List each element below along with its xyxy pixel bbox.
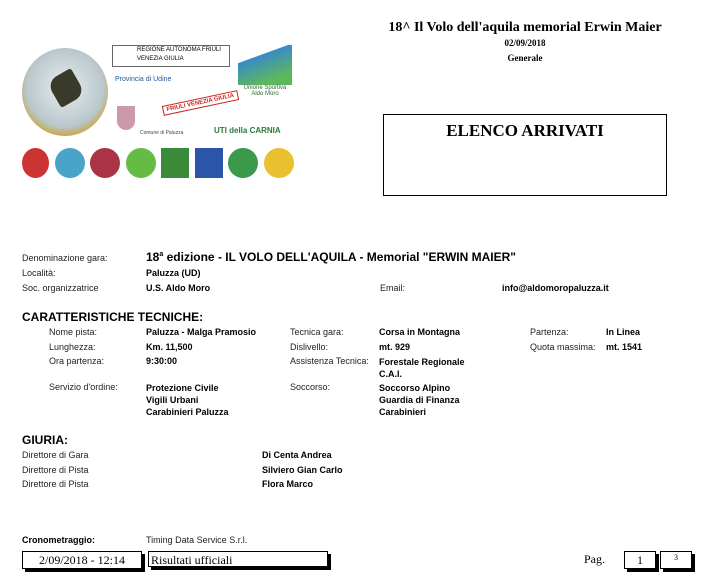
category: Generale bbox=[507, 53, 543, 63]
badge-icon bbox=[22, 148, 49, 178]
status-box: Risultati ufficiali bbox=[148, 551, 328, 567]
jury-name: Silviero Gian Carlo bbox=[262, 465, 343, 475]
race-name: 18$^a$ edizione - IL VOLO DELL'AQUILA - Memorial "ERWIN MAIER" bbox=[146, 250, 516, 264]
comune-label: Comune di Paluzza bbox=[140, 130, 184, 136]
timing: Timing Data Service S.r.l. bbox=[146, 535, 248, 545]
assist-label: Assistenza Tecnica: bbox=[290, 356, 369, 366]
aquila-logo bbox=[22, 48, 108, 136]
start-time: 9:30:00 bbox=[146, 356, 178, 366]
track: Paluzza - Malga Pramosio bbox=[146, 327, 257, 337]
page-label: Pag. bbox=[584, 552, 605, 566]
max-label: Quota massima: bbox=[530, 342, 596, 352]
club-logo: Unione Sportiva Aldo Moro bbox=[238, 45, 292, 120]
timing-label: Cronometraggio: bbox=[22, 535, 95, 545]
fvg-logo: FRIULI VENEZIA GIULIA bbox=[162, 90, 239, 116]
badge-icon bbox=[55, 148, 85, 178]
jury-name: Di Centa Andrea bbox=[262, 450, 332, 460]
page-count: 3 bbox=[660, 551, 692, 569]
org-label: Soc. organizzatrice bbox=[22, 283, 99, 293]
order-label: Servizio d'ordine: bbox=[49, 382, 118, 392]
carnia-logo: UTI della CARNIA bbox=[214, 126, 281, 135]
rescue-label: Soccorso: bbox=[290, 382, 331, 392]
length-label: Lunghezza: bbox=[49, 342, 96, 352]
badge-icon bbox=[161, 148, 189, 178]
assist-item: C.A.I. bbox=[379, 369, 403, 379]
elevation-label: Dislivello: bbox=[290, 342, 329, 352]
badge-icon bbox=[90, 148, 120, 178]
elevation: mt. 929 bbox=[379, 342, 411, 352]
email: info@aldomoropaluzza.it bbox=[502, 283, 609, 293]
race-name-label: Denominazione gara: bbox=[22, 253, 108, 263]
jury-role: Direttore di Gara bbox=[22, 450, 89, 460]
location: Paluzza (UD) bbox=[146, 268, 201, 278]
badge-icon bbox=[228, 148, 258, 178]
jury-title: GIURIA: bbox=[22, 433, 68, 447]
rescue-item: Guardia di Finanza bbox=[379, 395, 460, 405]
event-date: 02/09/2018 bbox=[504, 38, 546, 48]
jury-role: Direttore di Pista bbox=[22, 479, 89, 489]
sponsor-badges bbox=[22, 148, 294, 180]
badge-icon bbox=[126, 148, 156, 178]
tech-title: CARATTERISTICHE TECNICHE: bbox=[22, 310, 204, 324]
region-logo: REGIONE AUTONOMA FRIULI VENEZIA GIULIA bbox=[112, 45, 230, 67]
rescue-item: Carabinieri bbox=[379, 407, 427, 417]
badge-icon bbox=[195, 148, 223, 178]
datetime-box: 2/09/2018 - 12:14 bbox=[22, 551, 142, 569]
location-label: Località: bbox=[22, 268, 56, 278]
jury-role: Direttore di Pista bbox=[22, 465, 89, 475]
comune-crest bbox=[117, 106, 135, 130]
assist-list bbox=[379, 356, 465, 380]
start-label: Partenza: bbox=[530, 327, 569, 337]
max: mt. 1541 bbox=[606, 342, 643, 352]
start: In Linea bbox=[606, 327, 641, 337]
rescue-list bbox=[379, 382, 460, 418]
list-title-box: ELENCO ARRIVATI bbox=[383, 114, 667, 196]
event-title: 18^ Il Volo dell'aquila memorial Erwin Maier bbox=[388, 20, 662, 35]
rescue-item: Soccorso Alpino bbox=[379, 383, 451, 393]
province-logo: Provincia di Udine bbox=[115, 76, 172, 83]
order-item: Vigili Urbani bbox=[146, 395, 199, 405]
assist-item: Forestale Regionale bbox=[379, 357, 465, 367]
jury-name: Flora Marco bbox=[262, 479, 314, 489]
length: Km. 11,500 bbox=[146, 342, 193, 352]
email-label: Email: bbox=[380, 283, 406, 293]
track-label: Nome pista: bbox=[49, 327, 98, 337]
page-number: 1 bbox=[624, 551, 656, 569]
org: U.S. Aldo Moro bbox=[146, 283, 211, 293]
badge-icon bbox=[264, 148, 294, 178]
order-item: Carabinieri Paluzza bbox=[146, 407, 229, 417]
technique-label: Tecnica gara: bbox=[290, 327, 344, 337]
start-time-label: Ora partenza: bbox=[49, 356, 105, 366]
order-item: Protezione Civile bbox=[146, 383, 219, 393]
technique: Corsa in Montagna bbox=[379, 327, 461, 337]
order-list bbox=[146, 382, 229, 418]
